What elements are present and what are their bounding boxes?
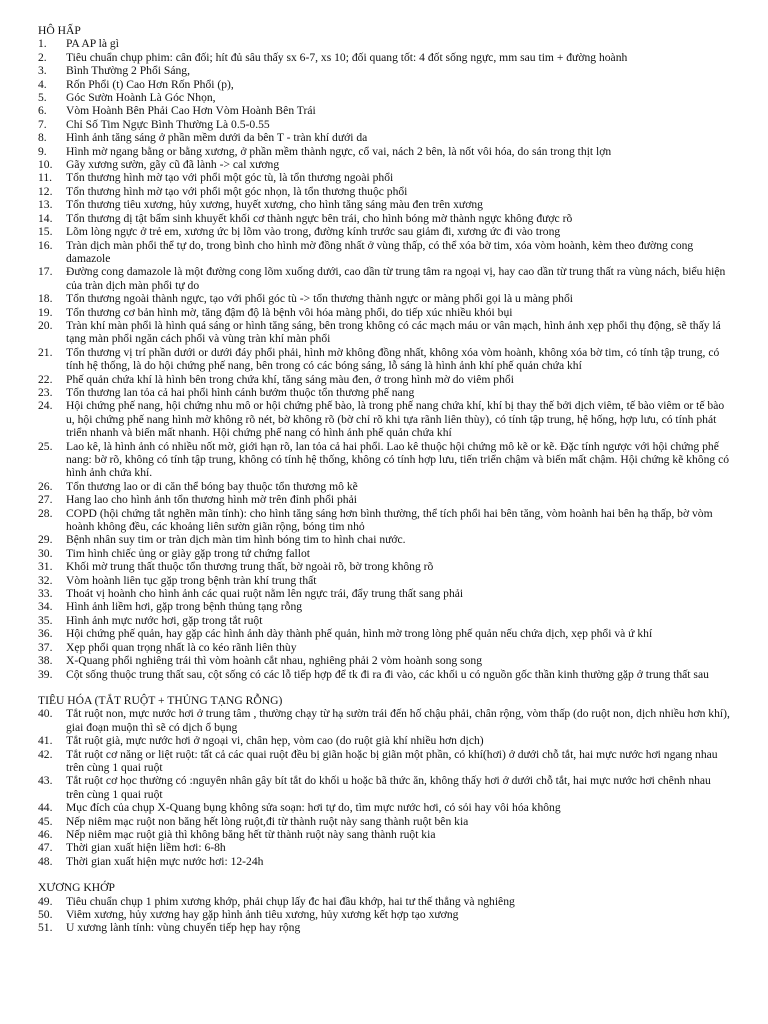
list-item (38, 399, 730, 439)
list-item (38, 641, 730, 654)
item-number: 7. (38, 117, 47, 131)
item-number: 4. (38, 77, 47, 91)
item-number: 3. (38, 64, 47, 78)
item-number: 14. (38, 211, 53, 225)
list-item (38, 627, 730, 640)
list-item (38, 319, 730, 346)
item-number: 44. (38, 801, 53, 815)
item-number: 19. (38, 305, 53, 319)
item-number: 22. (38, 372, 53, 386)
list-item (38, 292, 730, 305)
list-item (38, 507, 730, 534)
item-text: Tắt ruột cơ học thường có :nguyên nhân gây bít tắt do khối u hoặc bã thức ăn, không thấy hơi ở dưới chỗ tắt, hai mực nước hơi chênh nhau trên cùng 1 quai ruột (66, 774, 711, 801)
list-item (38, 346, 730, 373)
item-text: Mục đích của chụp X-Quang bụng không sửa soạn: hơi tự do, tìm mực nước hơi, có sỏi hay vôi hóa không (66, 801, 561, 815)
list-item (38, 801, 730, 814)
item-number: 43. (38, 774, 53, 788)
list-item (38, 668, 730, 681)
item-text: U xương lành tính: vùng chuyển tiếp hẹp hay rộng (66, 921, 301, 935)
section-title: HÔ HẤP (38, 24, 81, 37)
list-item (38, 828, 730, 841)
list-item (38, 104, 730, 117)
item-text: Hang lao cho hình ảnh tổn thương hình mờ trên đỉnh phổi phải (66, 493, 357, 507)
item-number: 2. (38, 50, 47, 64)
list-item (38, 841, 730, 854)
item-number: 36. (38, 627, 53, 641)
item-number: 32. (38, 573, 53, 587)
item-number: 47. (38, 841, 53, 855)
list-item (38, 239, 730, 266)
item-number: 1. (38, 37, 47, 51)
list-item (38, 533, 730, 546)
item-text: Tràn dịch màn phổi thể tự do, trong bình cho hình mờ đồng nhất ở vùng thấp, có thể xóa bờ tim, xóa vòm hoành, kèm theo đường cong damazole (66, 238, 694, 265)
section-title: TIÊU HÓA (TẮT RUỘT + THỦNG TẠNG RỖNG) (38, 693, 283, 707)
item-text: Hội chứng phế nang, hội chứng nhu mô or hội chứng phế bào, là trong phế nang chứa khí, khí bị thay thế bởi dịch viêm, tế bào viêm or tế bào u, hội chứng phế nang hình mờ không rõ nét, bờ không rõ (bờ chỉ rõ khi tựa rãnh liên thùy), có tính tập trung, hệ hống, hợp lưu, có tính phát triển nhanh và biến mất nhanh. Hội chứng phế nang có hình ảnh phế quản chứa khí (66, 399, 725, 440)
item-number: 10. (38, 158, 53, 172)
list-item (38, 574, 730, 587)
item-text: COPD (hội chứng tắt nghẽn mãn tính): cho hình tăng sáng hơn bình thường, thể tích phổi hai bên tăng, vòm hoành hai bên hạ thấp, bờ vòm hoành không đều, các khoảng liên sườn giãn rộng, bóng tim nhỏ (66, 506, 713, 534)
list-item (38, 37, 730, 50)
section-tieu-hoa (38, 694, 730, 868)
list-item (38, 225, 730, 238)
item-text: Phế quản chứa khí là hình bên trong chứa khí, tăng sáng màu đen, ở trong hình mờ do viêm phổi (66, 372, 514, 386)
section-xuong-khop (38, 881, 730, 935)
item-text: Xẹp phổi quan trọng nhất là co kéo rãnh liên thùy (66, 640, 297, 654)
item-number: 50. (38, 908, 53, 921)
item-number: 21. (38, 345, 53, 359)
item-text: Vòm hoành liên tục gặp trong bệnh tràn khí trung thất (66, 573, 317, 587)
item-text: Tổn thương hình mờ tạo với phổi một góc nhọn, là tổn thương thuộc phổi (66, 184, 408, 198)
list-item (38, 78, 730, 91)
item-number: 40. (38, 707, 53, 721)
list-item (38, 855, 730, 868)
item-text: Tổn thương cơ bản hình mờ, tăng đậm độ là bệnh vôi hóa màng phổi, do tiếp xúc nhiều khói bụi (66, 305, 513, 319)
item-text: Chỉ Số Tim Ngực Bình Thường Là 0.5-0.55 (66, 117, 270, 131)
item-text: Rốn Phổi (t) Cao Hơn Rốn Phổi (p), (66, 77, 234, 91)
item-number: 28. (38, 506, 53, 520)
item-number: 15. (38, 225, 53, 239)
list-item (38, 158, 730, 171)
list-item (38, 774, 730, 801)
item-text: Thời gian xuất hiện liềm hơi: 6-8h (66, 841, 226, 855)
item-number: 23. (38, 385, 53, 399)
list-item (38, 171, 730, 184)
list-item (38, 64, 730, 77)
item-text: X-Quang phổi nghiêng trái thì vòm hoành cắt nhau, nghiêng phải 2 vòm hoành song song (66, 654, 483, 668)
item-number: 33. (38, 587, 53, 601)
list-item (38, 118, 730, 131)
item-text: Vòm Hoành Bên Phải Cao Hơn Vòm Hoành Bên Trái (66, 104, 316, 118)
item-text: Nếp niêm mạc ruột non băng hết lòng ruột,đi từ thành ruột này sang thành ruột bên kia (66, 814, 469, 828)
item-text: Bệnh nhân suy tim or tràn dịch màn tim hình bóng tim to hình chai nước. (66, 533, 406, 547)
item-text: Tổn thương hình mờ tạo với phổi một góc tù, là tổn thương ngoài phổi (66, 171, 394, 185)
list-item (38, 91, 730, 104)
item-text: Tổn thương dị tật bẩm sinh khuyết khối cơ thành ngực bên trái, cho hình bóng mờ thành ngực không được rõ (66, 211, 573, 225)
list-item (38, 212, 730, 225)
item-text: Tim hình chiếc ủng or giày gặp trong tứ chứng fallot (66, 546, 310, 560)
list-item (38, 265, 730, 292)
item-number: 34. (38, 600, 53, 614)
item-number: 6. (38, 104, 47, 118)
section-title: XƯƠNG KHỚP (38, 881, 115, 895)
list-item (38, 493, 730, 506)
item-number: 9. (38, 144, 47, 158)
item-text: Đường cong damazole là một đường cong lõm xuống dưới, cao dần từ trung tâm ra ngoại vị, hay cao dần từ trung thất ra vùng nách, biểu hiện của tràn dịch màn phổi tự do (66, 265, 726, 292)
item-number: 5. (38, 91, 47, 105)
item-number: 27. (38, 493, 53, 507)
item-text: Tiêu chuẩn chụp 1 phim xương khớp, phải chụp lấy đc hai đầu khớp, hai tư thế thẳng và nghiêng (66, 894, 515, 908)
item-text: Viêm xương, hủy xương hay gặp hình ảnh tiêu xương, hủy xương kết hợp tạo xương (66, 908, 459, 921)
item-text: PA AP là gì (66, 37, 119, 51)
item-text: Hình ảnh liềm hơi, gặp trong bệnh thủng tạng rỗng (66, 600, 303, 614)
list-item (38, 560, 730, 573)
section-ho-hap (38, 24, 730, 681)
list-item (38, 748, 730, 775)
item-number: 20. (38, 318, 53, 332)
item-text: Tổn thương lao or di căn thể bóng bay thuộc tổn thương mô kẽ (66, 479, 358, 493)
item-number: 30. (38, 546, 53, 560)
item-text: Khối mờ trung thất thuộc tổn thương trung thất, bờ ngoài rõ, bờ trong không rõ (66, 560, 434, 574)
item-number: 8. (38, 131, 47, 145)
item-list (38, 895, 730, 935)
item-number: 16. (38, 238, 53, 252)
item-number: 42. (38, 747, 53, 761)
item-text: Tắt ruột cơ năng or liệt ruột: tất cả các quai ruột đều bị giãn hoặc bị giãn một phần, có khí(hơi) ở dưới chỗ tắt, hai mực nước hơi ngang nhau trên cùng 1 quai ruột (66, 747, 718, 774)
item-text: Góc Sườn Hoành Là Góc Nhọn, (66, 91, 216, 105)
item-number: 29. (38, 533, 53, 547)
item-number: 51. (38, 921, 53, 935)
item-number: 38. (38, 654, 53, 668)
item-list (38, 37, 730, 681)
item-text: Lõm lòng ngực ở trẻ em, xương ức bị lõm vào trong, đường kính trước sau giảm đi, xương ức đi vào trong (66, 225, 561, 239)
item-text: Hình ảnh tăng sáng ở phần mềm dưới da bên T - tràn khí dưới da (66, 131, 368, 145)
list-item (38, 51, 730, 64)
item-text: Thoát vị hoành cho hình ảnh các quai ruột nằm lên ngực trái, đẩy trung thất sang phải (66, 587, 464, 601)
item-number: 46. (38, 827, 53, 841)
list-item (38, 587, 730, 600)
list-item (38, 908, 730, 921)
item-text: Hình ảnh mực nước hơi, gặp trong tắt ruột (66, 613, 263, 627)
item-list (38, 707, 730, 868)
list-item (38, 654, 730, 667)
list-item (38, 707, 730, 734)
item-text: Hình mờ ngang bằng or bằng xương, ở phần mềm thành ngực, cổ vai, nách 2 bên, là nốt vôi hóa, do sán trong thịt lợn (66, 144, 612, 158)
item-number: 48. (38, 854, 53, 868)
list-item (38, 306, 730, 319)
item-number: 37. (38, 640, 53, 654)
list-item (38, 815, 730, 828)
item-text: Tổn thương lan tỏa cả hai phổi hình cánh bướm thuộc tổn thương phế nang (66, 385, 415, 399)
item-text: Tắt ruột non, mực nước hơi ở trung tâm , thường chạy từ hạ sườn trái đến hố chậu phải, chân rộng, vòm thấp (do ruột non, dịch nhiều hơn khí), giai đoạn muộn thì sẽ có dịch ổ bụng (66, 707, 730, 734)
item-number: 45. (38, 814, 53, 828)
list-item (38, 480, 730, 493)
item-text: Tắt ruột già, mực nước hơi ở ngoại vi, chân hẹp, vòm cao (do ruột già khí nhiều hơn dịch) (66, 734, 484, 748)
item-text: Lao kê, là hình ảnh có nhiều nốt mờ, giới hạn rõ, lan tỏa cả hai phổi. Lao kê thuộc hội chứng mô kẽ or kẽ. Đặc tính ngược với hội chứng phế nang: bờ rõ, không có tính tập trung, không có tính hệ thống, không có tính hợp lưu, tiến triển chậm và biến mất chậm. Hội chứng kẽ không có hình ảnh chứa khí. (66, 439, 730, 480)
list-item (38, 734, 730, 747)
item-number: 13. (38, 198, 53, 212)
list-item (38, 386, 730, 399)
item-text: Tổn thương ngoài thành ngực, tạo với phổi góc tù -> tổn thương thành ngực or màng phổi gọi là u màng phổi (66, 292, 573, 306)
item-number: 26. (38, 479, 53, 493)
item-number: 31. (38, 560, 53, 574)
item-number: 12. (38, 184, 53, 198)
item-text: Hội chứng phế quản, hay gặp các hình ảnh dày thành phế quản, hình mờ trong lòng phế quản nếu chứa dịch, xẹp phổi và ứ khí (66, 627, 653, 641)
item-text: Thời gian xuất hiện mực nước hơi: 12-24h (66, 854, 264, 868)
list-item (38, 614, 730, 627)
list-item (38, 131, 730, 144)
item-number: 35. (38, 613, 53, 627)
list-item (38, 198, 730, 211)
item-number: 25. (38, 439, 53, 453)
list-item (38, 600, 730, 613)
list-item (38, 440, 730, 480)
list-item (38, 185, 730, 198)
list-item (38, 145, 730, 158)
item-text: Tổn thương tiêu xương, hủy xương, huyết xương, cho hình tăng sáng màu đen trên xương (66, 198, 483, 212)
list-item (38, 373, 730, 386)
item-number: 11. (38, 171, 53, 185)
list-item (38, 895, 730, 908)
item-text: Tràn khí màn phổi là hình quá sáng or hình tăng sáng, bên trong không có các mạch máu or vân mạch, hình ảnh xẹp phổi thụ động, sẽ thấy lá tạng màn phổi ngăn cách phổi và vùng tràn khí màn phổi (66, 318, 721, 346)
item-text: Bình Thường 2 Phổi Sáng, (66, 64, 190, 78)
item-number: 18. (38, 292, 53, 306)
item-text: Gãy xương sườn, gãy cũ đã lành -> cal xương (66, 158, 280, 172)
item-number: 24. (38, 399, 53, 413)
item-number: 41. (38, 734, 53, 748)
item-number: 49. (38, 894, 53, 908)
list-item (38, 921, 730, 934)
item-number: 39. (38, 667, 53, 681)
item-text: Tổn thương vị trí phần dưới or dưới đáy phổi phải, hình mờ không đồng nhất, không xóa vòm hoành, không xóa bờ tim, có tính tập trung, có tính hệ thống, là do hội chứng phế nang, bên trong có các bóng sáng, lỗ sáng là hình ảnh khí phế quản chứa khí (66, 345, 720, 373)
item-text: Nếp niêm mạc ruột già thì không băng hết từ thành ruột này sang thành ruột kia (66, 827, 436, 841)
item-text: Cột sống thuộc trung thất sau, cột sống có các lỗ tiếp hợp để tk đi ra đi vào, các khối u có nguồn gốc thần kinh thường gặp ở trung thất sau (66, 667, 709, 681)
list-item (38, 547, 730, 560)
item-number: 17. (38, 265, 53, 279)
item-text: Tiêu chuẩn chụp phim: cân đối; hít đủ sâu thấy sx 6-7, xs 10; đối quang tốt: 4 đốt sống ngực, mm sau tim + đường hoành (66, 50, 628, 64)
